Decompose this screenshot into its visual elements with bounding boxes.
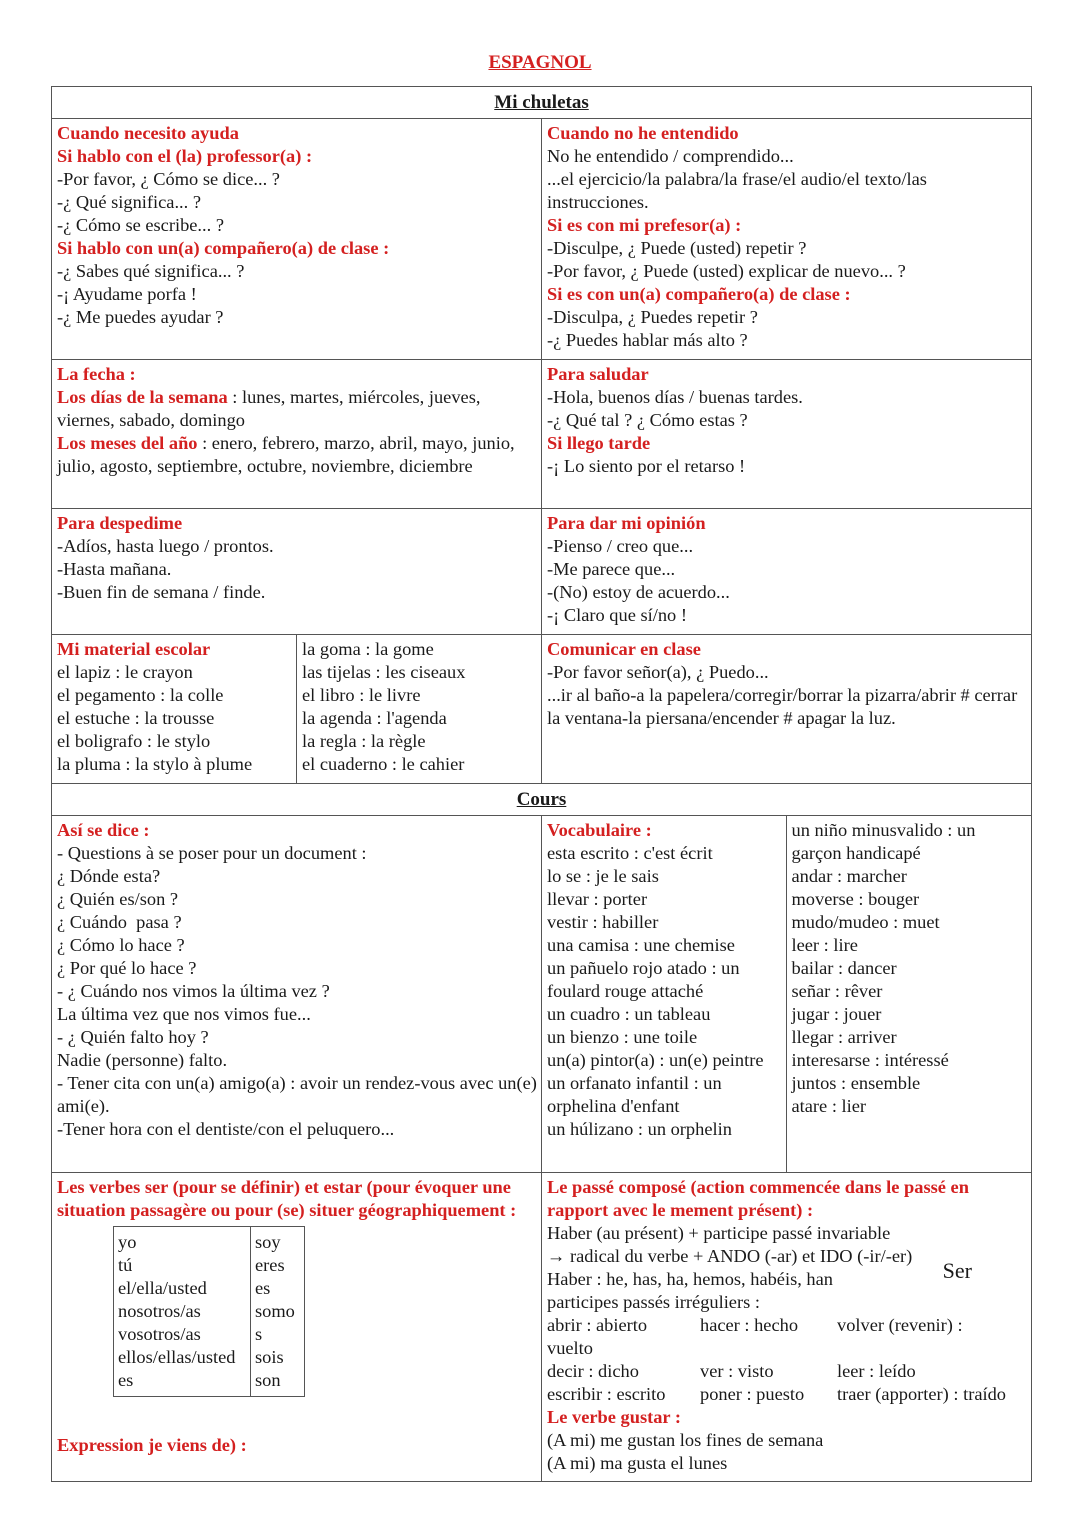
vocab-item: lo se : je le sais: [547, 866, 659, 886]
vocab-item: el estuche : la trousse: [57, 708, 215, 728]
vocab-item: las tijelas : les ciseaux: [302, 662, 466, 682]
cell-heading: Para dar mi opinión: [547, 513, 706, 533]
phrase-line: ¿ Dónde esta?: [57, 866, 161, 886]
verb-form: sois: [255, 1347, 284, 1367]
verb-form: soy: [255, 1232, 281, 1252]
cell-subheading: Si hablo con un(a) compañero(a) de clase :: [57, 238, 390, 258]
dias-paragraph: [57, 386, 541, 432]
irregular-row: [547, 1360, 1026, 1383]
rule-line: Haber (au présent) + participe passé invariable: [547, 1223, 891, 1243]
irregular-row: [547, 1314, 1026, 1337]
cell-heading: La fecha :: [57, 364, 136, 384]
vocab-item: un niño minusvalido : un garçon handicapé: [791, 820, 976, 863]
cell-comunicar-en-clase: [541, 635, 1030, 783]
cell-la-fecha: [52, 360, 541, 508]
phrase-line: Nadie (personne) falto.: [57, 1050, 228, 1070]
vocab-item: el cuaderno : le cahier: [302, 754, 465, 774]
vocab-item: vestir : habiller: [547, 912, 659, 932]
irregular-item: decir : dicho: [547, 1361, 639, 1381]
dias-label: Los días de la semana: [57, 387, 228, 407]
phrase-line: ...ir al baño-a la papelera/corregir/borrar la pizarra/abrir # cerrar la ventana-la piersana/encender # apagar la luz.: [547, 685, 1018, 728]
vocab-item: mudo/mudeo : muet: [791, 912, 940, 932]
vocab-item: señar : rêver: [791, 981, 883, 1001]
cell-cuando-no-he-entendido: [541, 119, 1030, 359]
phrase-line: No he entendido / comprendido...: [547, 146, 794, 166]
cell-heading: Cuando necesito ayuda: [57, 123, 239, 143]
cell-subheading: Si es con un(a) compañero(a) de clase :: [547, 284, 851, 304]
cell-asi-se-dice: [52, 816, 541, 1172]
handwritten-ser-note: Ser: [942, 1258, 972, 1283]
vocab-item: moverse : bouger: [791, 889, 920, 909]
phrase-line: -Hola, buenos días / buenas tardes.: [547, 387, 803, 407]
cell-heading: Mi material escolar: [57, 639, 211, 659]
vocab-item: andar : marcher: [791, 866, 907, 886]
cell-vocabulaire: [541, 816, 1030, 1172]
row-despedir: [52, 509, 1031, 635]
cell-heading: Vocabulaire :: [547, 820, 652, 840]
pronoun: nosotros/as: [118, 1301, 201, 1321]
vocab-item: el libro : le livre: [302, 685, 421, 705]
phrase-line: -Por favor, ¿ Cómo se dice... ?: [57, 169, 280, 189]
phrase-line: -Disculpe, ¿ Puede (usted) repetir ?: [547, 238, 807, 258]
cell-heading: Les verbes ser (pour se définir) et estar (pour évoquer une situation passagère ou pour (se) situer géographiquement :: [57, 1177, 517, 1220]
phrase-line: -¿ Qué tal ? ¿ Cómo estas ?: [547, 410, 748, 430]
cell-passe-compose: [541, 1173, 1030, 1481]
irregular-item: ver : visto: [700, 1361, 774, 1381]
verb-form: es: [255, 1278, 271, 1298]
rule-line: (A mi) me gustan los fines de semana: [547, 1430, 824, 1450]
phrase-line: ¿ Quién es/son ?: [57, 889, 179, 909]
rule-line: → radical du verbe + ANDO (-ar) et IDO (-ir/-er): [547, 1246, 913, 1266]
cheat-sheet-table: [51, 86, 1032, 1482]
cell-subheading: Si hablo con el (la) professor(a) :: [57, 146, 313, 166]
irregular-row: [547, 1383, 1026, 1406]
pronoun: vosotros/as: [118, 1324, 201, 1344]
ser-conjugation-table: [113, 1226, 305, 1397]
phrase-line: ¿ Cómo lo hace ?: [57, 935, 185, 955]
phrase-line: -¿ Cómo se escribe... ?: [57, 215, 224, 235]
meses-text: : enero, febrero, marzo, abril, mayo, junio, julio, agosto, septiembre, octubre, noviembre, diciembre: [57, 433, 515, 476]
phrase-line: -Por favor, ¿ Puede (usted) explicar de nuevo... ?: [547, 261, 906, 281]
gustar-heading: Le verbe gustar :: [547, 1407, 681, 1427]
vocab-left-column: [542, 816, 786, 1172]
cell-cuando-necesito-ayuda: [52, 119, 541, 359]
phrase-line: -Hasta mañana.: [57, 559, 172, 579]
vocab-item: llegar : arriver: [791, 1027, 897, 1047]
irregular-item: volver (revenir) :: [837, 1315, 963, 1335]
rule-line: Haber : he, has, ha, hemos, habéis, han: [547, 1269, 833, 1289]
expression-heading: Expression je viens de) :: [57, 1435, 247, 1455]
cell-para-dar-mi-opinion: [541, 509, 1030, 634]
vocab-item: juntos : ensemble: [791, 1073, 921, 1093]
meses-label: Los meses del año: [57, 433, 198, 453]
verb-form: s: [255, 1324, 263, 1344]
phrase-line: -¡ Lo siento por el retarso !: [547, 456, 746, 476]
vocab-item: el pegamento : la colle: [57, 685, 224, 705]
pronoun: tú: [118, 1255, 133, 1275]
rule-line: (A mi) ma gusta el lunes: [547, 1453, 728, 1473]
vocab-item: atare : lier: [791, 1096, 867, 1116]
cell-heading: Así se dice :: [57, 820, 150, 840]
verb-form: son: [255, 1370, 281, 1390]
irregular-item: poner : puesto: [700, 1384, 805, 1404]
cell-heading: Le passé composé (action commencée dans le passé en rapport avec le mement présent) :: [547, 1177, 969, 1220]
cell-para-saludar: [541, 360, 1030, 508]
irregular-item: leer : leído: [837, 1361, 916, 1381]
vocab-item: el boligrafo : le stylo: [57, 731, 211, 751]
phrase-line: -¡ Ayudame porfa !: [57, 284, 197, 304]
phrase-line: -Pienso / creo que...: [547, 536, 694, 556]
phrase-line: -Disculpa, ¿ Puedes repetir ?: [547, 307, 758, 327]
phrase-line: ...el ejercicio/la palabra/la frase/el audio/el texto/las instrucciones.: [547, 169, 927, 212]
cell-subheading: Si llego tarde: [547, 433, 651, 453]
pronoun: ellos/ellas/usted: [118, 1347, 236, 1367]
phrase-line: - ¿ Cuándo nos vimos la última vez ?: [57, 981, 330, 1001]
vocab-item: el lapiz : le crayon: [57, 662, 193, 682]
irregular-item: hacer : hecho: [700, 1315, 799, 1335]
phrase-line: -¿ Qué significa... ?: [57, 192, 202, 212]
phrase-line: -Buen fin de semana / finde.: [57, 582, 266, 602]
vocab-item: llevar : porter: [547, 889, 648, 909]
vocab-item: un bienzo : une toile: [547, 1027, 698, 1047]
row-ayuda: [52, 119, 1031, 360]
row-grammar: [52, 1173, 1031, 1481]
phrase-line: -(No) estoy de acuerdo...: [547, 582, 730, 602]
vocab-right-column: [786, 816, 1031, 1172]
phrase-line: -¡ Claro que sí/no !: [547, 605, 687, 625]
vocab-item: interesarse : intéressé: [791, 1050, 949, 1070]
phrase-line: -Por favor señor(a), ¿ Puedo...: [547, 662, 769, 682]
phrase-line: -Tener hora con el dentiste/con el peluquero...: [57, 1119, 395, 1139]
dias-text: : lunes, martes, miércoles, jueves, viernes, sabado, domingo: [57, 387, 481, 430]
phrase-line: -¿ Me puedes ayudar ?: [57, 307, 224, 327]
section-title-cours: Cours: [52, 784, 1031, 816]
pronoun: yo: [118, 1232, 137, 1252]
phrase-line: -¿ Puedes hablar más alto ?: [547, 330, 748, 350]
vocab-item: esta escrito : c'est écrit: [547, 843, 713, 863]
verb-form: eres: [255, 1255, 285, 1275]
section-title-chuletas: Mi chuletas: [52, 87, 1031, 119]
irregular-item: abrir : abierto: [547, 1315, 648, 1335]
material-left-column: [52, 635, 296, 783]
cell-heading: Para saludar: [547, 364, 649, 384]
cell-ser-estar: [52, 1173, 541, 1481]
phrase-line: ¿ Cuándo pasa ?: [57, 912, 182, 932]
phrase-line: - ¿ Quién falto hoy ?: [57, 1027, 209, 1047]
cell-heading: Para despedime: [57, 513, 183, 533]
vocab-item: la goma : la gome: [302, 639, 434, 659]
form-column: [251, 1227, 305, 1397]
irregular-item: traer (apporter) : traído: [837, 1384, 1006, 1404]
phrase-line: -¿ Sabes qué significa... ?: [57, 261, 245, 281]
verb-form: somo: [255, 1301, 295, 1321]
row-material: [52, 635, 1031, 784]
vocab-item: leer : lire: [791, 935, 858, 955]
vocab-item: un cuadro : un tableau: [547, 1004, 711, 1024]
material-right-column: [296, 635, 541, 783]
cell-subheading: Si es con mi prefesor(a) :: [547, 215, 742, 235]
cell-heading: Comunicar en clase: [547, 639, 701, 659]
pronoun: es: [118, 1370, 134, 1390]
cell-heading: Cuando no he entendido: [547, 123, 739, 143]
pronoun-column: [114, 1227, 251, 1397]
phrase-line: ¿ Por qué lo hace ?: [57, 958, 197, 978]
vocab-item: la pluma : la stylo à plume: [57, 754, 253, 774]
vocab-item: la regla : la règle: [302, 731, 426, 751]
vocab-item: una camisa : une chemise: [547, 935, 735, 955]
document-title: ESPAGNOL: [488, 52, 592, 73]
phrase-line: - Tener cita con un(a) amigo(a) : avoir un rendez-vous avec un(e) ami(e).: [57, 1073, 537, 1116]
irregular-item: vuelto: [547, 1338, 593, 1358]
row-cours: [52, 816, 1031, 1173]
pronoun: el/ella/usted: [118, 1278, 207, 1298]
vocab-item: jugar : jouer: [791, 1004, 882, 1024]
phrase-line: -Me parece que...: [547, 559, 676, 579]
vocab-item: un(a) pintor(a) : un(e) peintre: [547, 1050, 764, 1070]
meses-paragraph: [57, 432, 541, 478]
cell-para-despedime: [52, 509, 541, 634]
vocab-item: bailar : dancer: [791, 958, 897, 978]
vocab-item: un húlizano : un orphelin: [547, 1119, 732, 1139]
irr-heading: participes passés irréguliers :: [547, 1292, 760, 1312]
phrase-line: - Questions à se poser pour un document :: [57, 843, 367, 863]
phrase-line: -Adíos, hasta luego / prontos.: [57, 536, 274, 556]
phrase-line: La última vez que nos vimos fue...: [57, 1004, 311, 1024]
vocab-item: un orfanato infantil : un orphelina d'enfant: [547, 1073, 722, 1116]
cell-mi-material-escolar: [52, 635, 541, 783]
irregular-item: escribir : escrito: [547, 1384, 666, 1404]
vocab-item: un pañuelo rojo atado : un foulard rouge attaché: [547, 958, 740, 1001]
vocab-item: la agenda : l'agenda: [302, 708, 447, 728]
row-fecha: [52, 360, 1031, 509]
